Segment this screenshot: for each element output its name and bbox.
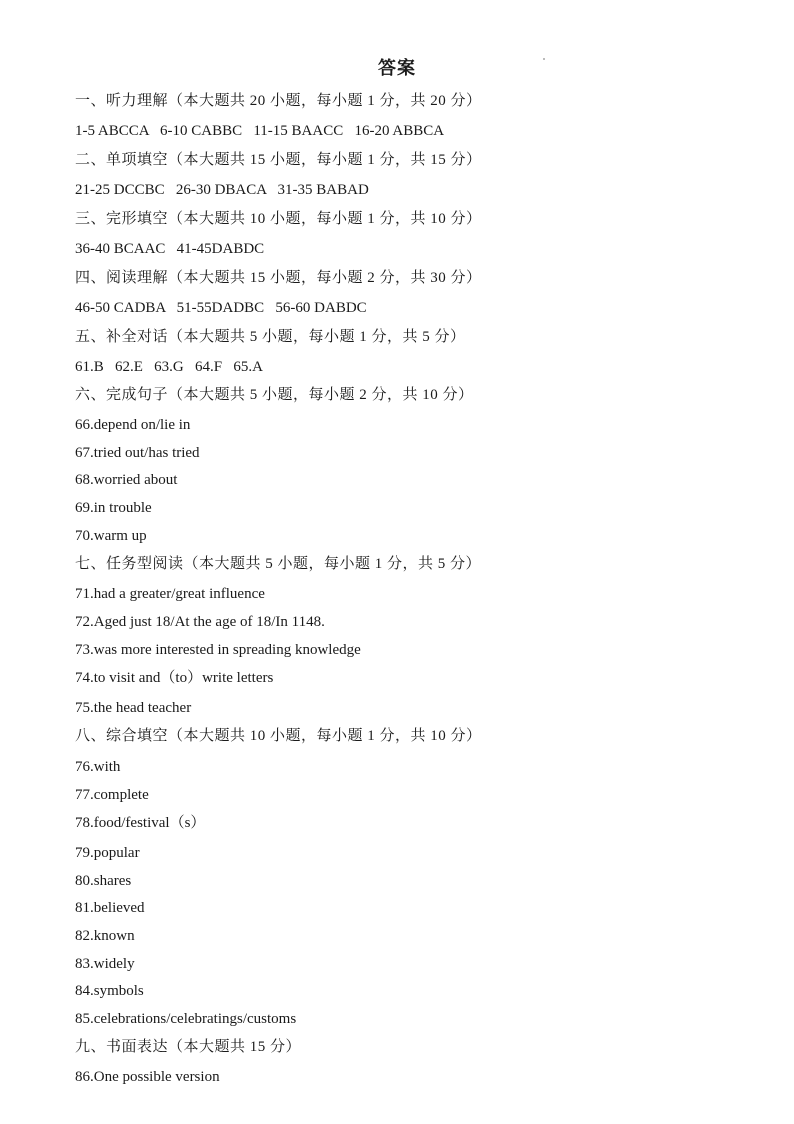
answer-item: 86.One possible version <box>75 1069 220 1085</box>
answer-item: 71.had a greater/great influence <box>75 586 265 602</box>
answer-item: 67.tried out/has tried <box>75 445 200 461</box>
answer-item: 73.was more interested in spreading knowledge <box>75 642 361 658</box>
section-heading-single-choice: 二、单项填空（本大题共 15 小题，每小题 1 分，共 15 分） <box>75 152 482 168</box>
answer-item: 69.in trouble <box>75 500 152 516</box>
answer-item: 76.with <box>75 759 121 775</box>
section-heading-cloze: 三、完形填空（本大题共 10 小题，每小题 1 分，共 10 分） <box>75 211 482 227</box>
answers-cloze: 36-40 BCAAC 41-45DABDC <box>75 241 265 257</box>
answer-item: 83.widely <box>75 956 135 972</box>
answer-item: 80.shares <box>75 873 132 889</box>
page-title: 答案 <box>378 58 416 78</box>
section-heading-reading: 四、阅读理解（本大题共 15 小题，每小题 2 分，共 30 分） <box>75 270 482 286</box>
section-heading-writing: 九、书面表达（本大题共 15 分） <box>75 1039 302 1055</box>
answer-item: 74.to visit and（to）write letters <box>75 670 274 686</box>
scan-speck <box>543 58 545 60</box>
section-heading-task-reading: 七、任务型阅读（本大题共 5 小题，每小题 1 分，共 5 分） <box>75 556 482 572</box>
answer-item: 78.food/festival（s） <box>75 815 206 831</box>
answer-item: 75.the head teacher <box>75 700 192 716</box>
section-heading-dialogue: 五、补全对话（本大题共 5 小题，每小题 1 分，共 5 分） <box>75 329 466 345</box>
answers-dialogue: 61.B 62.E 63.G 64.F 65.A <box>75 359 263 375</box>
answer-item: 66.depend on/lie in <box>75 417 191 433</box>
answer-item: 85.celebrations/celebratings/customs <box>75 1011 297 1027</box>
section-heading-listening: 一、听力理解（本大题共 20 小题，每小题 1 分，共 20 分） <box>75 93 482 109</box>
section-heading-comprehensive: 八、综合填空（本大题共 10 小题，每小题 1 分，共 10 分） <box>75 728 482 744</box>
answer-item: 82.known <box>75 928 135 944</box>
answer-item: 81.believed <box>75 900 145 916</box>
answers-single-choice: 21-25 DCCBC 26-30 DBACA 31-35 BABAD <box>75 182 369 198</box>
answers-listening: 1-5 ABCCA 6-10 CABBC 11-15 BAACC 16-20 ABBCA <box>75 123 445 139</box>
answers-reading: 46-50 CADBA 51-55DADBC 56-60 DABDC <box>75 300 367 316</box>
section-heading-sentences: 六、完成句子（本大题共 5 小题，每小题 2 分，共 10 分） <box>75 387 474 403</box>
answer-item: 79.popular <box>75 845 140 861</box>
answer-item: 84.symbols <box>75 983 144 999</box>
answer-item: 72.Aged just 18/At the age of 18/In 1148. <box>75 614 325 630</box>
answer-item: 68.worried about <box>75 472 178 488</box>
answer-item: 77.complete <box>75 787 149 803</box>
answer-item: 70.warm up <box>75 528 147 544</box>
